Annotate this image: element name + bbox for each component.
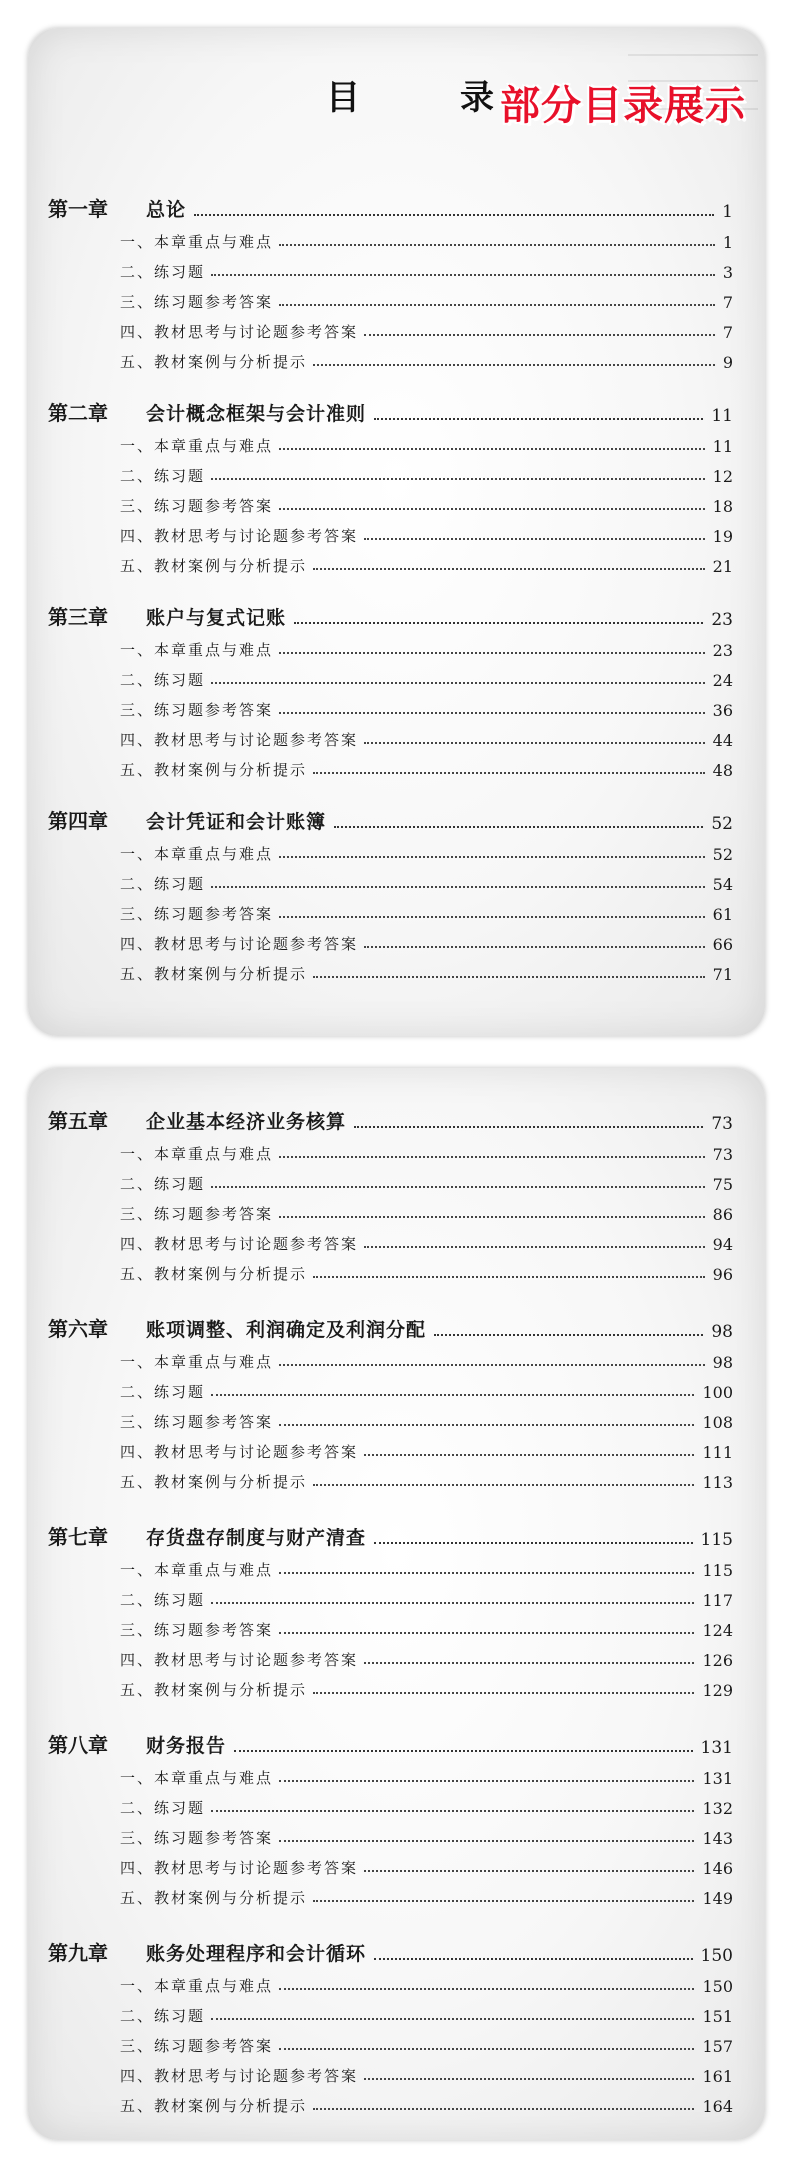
dot-leader xyxy=(279,652,705,654)
toc-list xyxy=(28,168,765,984)
section-entry xyxy=(28,1878,765,1908)
chapter-title: 账户与复式记账 xyxy=(146,607,287,629)
section-title: 一、本章重点与难点 xyxy=(120,1145,274,1163)
section-page: 94 xyxy=(712,1235,733,1254)
section-title: 三、练习题参考答案 xyxy=(120,701,274,719)
toc-page-1 xyxy=(28,28,765,1036)
section-entry xyxy=(28,222,765,252)
dot-leader xyxy=(334,826,703,828)
section-entry xyxy=(28,1640,765,1670)
section-title: 三、练习题参考答案 xyxy=(120,1829,274,1847)
section-title: 一、本章重点与难点 xyxy=(120,233,274,251)
section-page: 164 xyxy=(702,2097,733,2116)
dot-leader xyxy=(294,622,703,624)
chapter-page: 150 xyxy=(700,1946,733,1966)
section-page: 18 xyxy=(712,497,733,516)
dot-leader xyxy=(374,418,703,420)
section-page: 96 xyxy=(712,1265,733,1284)
section-title: 二、练习题 xyxy=(120,1383,206,1401)
section-entry xyxy=(28,1194,765,1224)
section-entry xyxy=(28,1580,765,1610)
chapter-entry xyxy=(28,1714,765,1758)
dot-leader xyxy=(313,1692,694,1694)
section-entry xyxy=(28,834,765,864)
chapter-page: 52 xyxy=(711,814,733,834)
show-through-line xyxy=(628,108,758,110)
section-entry xyxy=(28,1966,765,1996)
chapter-entry xyxy=(28,1090,765,1134)
dot-leader xyxy=(364,1870,694,1872)
section-page: 115 xyxy=(702,1561,733,1580)
chapter-entry xyxy=(28,1506,765,1550)
chapter-entry xyxy=(28,1298,765,1342)
section-page: 7 xyxy=(722,323,733,342)
section-page: 54 xyxy=(712,875,733,894)
dot-leader xyxy=(364,538,705,540)
section-page: 24 xyxy=(712,671,733,690)
section-title: 五、教材案例与分析提示 xyxy=(120,1473,308,1491)
section-title: 一、本章重点与难点 xyxy=(120,845,274,863)
section-entry xyxy=(28,1254,765,1284)
section-page: 73 xyxy=(712,1145,733,1164)
section-page: 12 xyxy=(712,467,733,486)
section-entry xyxy=(28,1224,765,1254)
chapter-entry xyxy=(28,586,765,630)
section-page: 23 xyxy=(712,641,733,660)
section-entry xyxy=(28,660,765,690)
section-title: 三、练习题参考答案 xyxy=(120,2037,274,2055)
section-entry xyxy=(28,342,765,372)
section-title: 一、本章重点与难点 xyxy=(120,1353,274,1371)
dot-leader xyxy=(211,2018,694,2020)
section-title: 一、本章重点与难点 xyxy=(120,1769,274,1787)
section-page: 3 xyxy=(722,263,733,282)
section-page: 157 xyxy=(702,2037,733,2056)
chapter-page: 98 xyxy=(711,1322,733,1342)
section-entry xyxy=(28,690,765,720)
section-entry xyxy=(28,1610,765,1640)
section-title: 三、练习题参考答案 xyxy=(120,1205,274,1223)
dot-leader xyxy=(211,478,705,480)
chapter-title: 会计凭证和会计账簿 xyxy=(146,811,327,833)
section-entry xyxy=(28,750,765,780)
section-title: 四、教材思考与讨论题参考答案 xyxy=(120,935,359,953)
chapter-title: 财务报告 xyxy=(146,1735,227,1757)
section-title: 五、教材案例与分析提示 xyxy=(120,1681,308,1699)
section-page: 48 xyxy=(712,761,733,780)
dot-leader xyxy=(354,1126,703,1128)
chapter-number: 第二章 xyxy=(48,401,108,425)
section-page: 108 xyxy=(702,1413,733,1432)
dot-leader xyxy=(364,1662,694,1664)
toc-list xyxy=(28,1076,765,2116)
section-entry xyxy=(28,1372,765,1402)
section-page: 132 xyxy=(702,1799,733,1818)
chapter-title: 总论 xyxy=(146,199,187,221)
dot-leader xyxy=(364,2078,694,2080)
section-entry xyxy=(28,630,765,660)
dot-leader xyxy=(279,1780,694,1782)
dot-leader xyxy=(234,1750,693,1752)
section-title: 二、练习题 xyxy=(120,671,206,689)
section-entry xyxy=(28,1550,765,1580)
chapter-number: 第五章 xyxy=(48,1109,108,1133)
section-title: 二、练习题 xyxy=(120,1175,206,1193)
chapter-number: 第四章 xyxy=(48,809,108,833)
dot-leader xyxy=(364,1454,694,1456)
dot-leader xyxy=(313,364,715,366)
dot-leader xyxy=(364,1246,705,1248)
section-page: 126 xyxy=(702,1651,733,1670)
section-title: 二、练习题 xyxy=(120,1799,206,1817)
chapter-number: 第六章 xyxy=(48,1317,108,1341)
section-entry xyxy=(28,456,765,486)
section-entry xyxy=(28,1996,765,2026)
section-page: 71 xyxy=(712,965,733,984)
dot-leader xyxy=(313,1900,694,1902)
dot-leader xyxy=(279,1364,705,1366)
partial-toc-banner: 部分目录展示 xyxy=(500,83,746,129)
section-page: 1 xyxy=(722,233,733,252)
section-page: 146 xyxy=(702,1859,733,1878)
dot-leader xyxy=(279,1840,694,1842)
dot-leader xyxy=(211,274,715,276)
section-page: 61 xyxy=(712,905,733,924)
dot-leader xyxy=(211,1810,694,1812)
dot-leader xyxy=(279,1424,694,1426)
section-page: 9 xyxy=(722,353,733,372)
chapter-entry xyxy=(28,382,765,426)
section-entry xyxy=(28,426,765,456)
chapter-page: 115 xyxy=(700,1530,733,1550)
dot-leader xyxy=(364,946,705,948)
chapter-number: 第七章 xyxy=(48,1525,108,1549)
chapter-page: 11 xyxy=(711,406,733,426)
section-entry xyxy=(28,2086,765,2116)
dot-leader xyxy=(279,1572,694,1574)
dot-leader xyxy=(364,742,705,744)
section-page: 86 xyxy=(712,1205,733,1224)
section-title: 五、教材案例与分析提示 xyxy=(120,965,308,983)
section-page: 111 xyxy=(702,1443,733,1462)
section-entry xyxy=(28,1134,765,1164)
section-title: 一、本章重点与难点 xyxy=(120,437,274,455)
chapter-page: 23 xyxy=(711,610,733,630)
chapter-page: 1 xyxy=(722,202,733,222)
section-entry xyxy=(28,954,765,984)
section-title: 四、教材思考与讨论题参考答案 xyxy=(120,2067,359,2085)
dot-leader xyxy=(279,712,705,714)
section-title: 四、教材思考与讨论题参考答案 xyxy=(120,323,359,341)
section-title: 三、练习题参考答案 xyxy=(120,293,274,311)
dot-leader xyxy=(279,2048,694,2050)
section-page: 75 xyxy=(712,1175,733,1194)
section-page: 113 xyxy=(702,1473,733,1492)
dot-leader xyxy=(279,304,715,306)
dot-leader xyxy=(374,1542,693,1544)
section-title: 三、练习题参考答案 xyxy=(120,905,274,923)
section-entry xyxy=(28,1818,765,1848)
section-entry xyxy=(28,252,765,282)
section-title: 四、教材思考与讨论题参考答案 xyxy=(120,1443,359,1461)
dot-leader xyxy=(211,1602,694,1604)
dot-leader xyxy=(211,1186,705,1188)
section-page: 161 xyxy=(702,2067,733,2086)
section-page: 36 xyxy=(712,701,733,720)
section-title: 三、练习题参考答案 xyxy=(120,497,274,515)
section-entry xyxy=(28,1432,765,1462)
section-entry xyxy=(28,1758,765,1788)
chapter-title: 存货盘存制度与财产清查 xyxy=(146,1527,367,1549)
section-page: 7 xyxy=(722,293,733,312)
section-page: 131 xyxy=(702,1769,733,1788)
section-title: 二、练习题 xyxy=(120,875,206,893)
section-title: 一、本章重点与难点 xyxy=(120,641,274,659)
section-title: 二、练习题 xyxy=(120,263,206,281)
section-title: 五、教材案例与分析提示 xyxy=(120,2097,308,2115)
show-through-line xyxy=(628,54,758,56)
section-title: 四、教材思考与讨论题参考答案 xyxy=(120,1651,359,1669)
section-title: 四、教材思考与讨论题参考答案 xyxy=(120,1235,359,1253)
section-page: 21 xyxy=(712,557,733,576)
section-title: 五、教材案例与分析提示 xyxy=(120,1889,308,1907)
section-entry xyxy=(28,864,765,894)
section-entry xyxy=(28,2026,765,2056)
section-page: 100 xyxy=(702,1383,733,1402)
dot-leader xyxy=(434,1334,703,1336)
dot-leader xyxy=(313,976,705,978)
dot-leader xyxy=(313,2108,694,2110)
chapter-entry xyxy=(28,790,765,834)
section-entry xyxy=(28,2056,765,2086)
dot-leader xyxy=(374,1958,693,1960)
chapter-number: 第八章 xyxy=(48,1733,108,1757)
section-title: 五、教材案例与分析提示 xyxy=(120,761,308,779)
chapter-page: 131 xyxy=(700,1738,733,1758)
section-page: 52 xyxy=(712,845,733,864)
chapter-title: 会计概念框架与会计准则 xyxy=(146,403,367,425)
dot-leader xyxy=(313,1484,694,1486)
chapter-number: 第一章 xyxy=(48,197,108,221)
section-title: 三、练习题参考答案 xyxy=(120,1413,274,1431)
section-entry xyxy=(28,1670,765,1700)
dot-leader xyxy=(279,448,705,450)
section-title: 一、本章重点与难点 xyxy=(120,1561,274,1579)
section-entry xyxy=(28,894,765,924)
section-entry xyxy=(28,312,765,342)
dot-leader xyxy=(211,1394,694,1396)
chapter-entry xyxy=(28,1922,765,1966)
chapter-page: 73 xyxy=(711,1114,733,1134)
section-page: 143 xyxy=(702,1829,733,1848)
section-title: 五、教材案例与分析提示 xyxy=(120,353,308,371)
dot-leader xyxy=(279,1156,705,1158)
dot-leader xyxy=(279,244,715,246)
chapter-number: 第三章 xyxy=(48,605,108,629)
section-entry xyxy=(28,1848,765,1878)
section-entry xyxy=(28,1164,765,1194)
section-entry xyxy=(28,720,765,750)
section-page: 117 xyxy=(702,1591,733,1610)
section-title: 二、练习题 xyxy=(120,1591,206,1609)
dot-leader xyxy=(279,856,705,858)
section-page: 98 xyxy=(712,1353,733,1372)
section-page: 149 xyxy=(702,1889,733,1908)
section-entry xyxy=(28,1462,765,1492)
chapter-title: 账项调整、利润确定及利润分配 xyxy=(146,1319,427,1341)
section-title: 四、教材思考与讨论题参考答案 xyxy=(120,1859,359,1877)
section-page: 66 xyxy=(712,935,733,954)
section-entry xyxy=(28,1402,765,1432)
dot-leader xyxy=(313,568,705,570)
dot-leader xyxy=(279,1632,694,1634)
dot-leader xyxy=(313,1276,705,1278)
section-page: 129 xyxy=(702,1681,733,1700)
section-entry xyxy=(28,282,765,312)
section-page: 11 xyxy=(712,437,733,456)
section-page: 19 xyxy=(712,527,733,546)
dot-leader xyxy=(211,682,705,684)
section-entry xyxy=(28,1342,765,1372)
toc-title-lu: 录 xyxy=(460,78,494,118)
dot-leader xyxy=(279,508,705,510)
toc-header xyxy=(28,58,765,128)
dot-leader xyxy=(279,1988,694,1990)
section-title: 二、练习题 xyxy=(120,467,206,485)
toc-title-mu: 目 xyxy=(326,78,360,118)
section-title: 五、教材案例与分析提示 xyxy=(120,1265,308,1283)
section-page: 151 xyxy=(702,2007,733,2026)
toc-page-2 xyxy=(28,1068,765,2140)
section-title: 三、练习题参考答案 xyxy=(120,1621,274,1639)
dot-leader xyxy=(313,772,705,774)
chapter-title: 账务处理程序和会计循环 xyxy=(146,1943,367,1965)
dot-leader xyxy=(364,334,715,336)
section-page: 124 xyxy=(702,1621,733,1640)
section-page: 44 xyxy=(712,731,733,750)
section-title: 二、练习题 xyxy=(120,2007,206,2025)
section-entry xyxy=(28,546,765,576)
section-title: 五、教材案例与分析提示 xyxy=(120,557,308,575)
section-entry xyxy=(28,516,765,546)
section-title: 四、教材思考与讨论题参考答案 xyxy=(120,731,359,749)
dot-leader xyxy=(194,214,714,216)
dot-leader xyxy=(279,916,705,918)
section-entry xyxy=(28,486,765,516)
show-through-line xyxy=(628,80,758,82)
section-entry xyxy=(28,924,765,954)
section-entry xyxy=(28,1788,765,1818)
chapter-title: 企业基本经济业务核算 xyxy=(146,1111,347,1133)
chapter-entry xyxy=(28,178,765,222)
section-title: 一、本章重点与难点 xyxy=(120,1977,274,1995)
section-page: 150 xyxy=(702,1977,733,1996)
section-title: 四、教材思考与讨论题参考答案 xyxy=(120,527,359,545)
dot-leader xyxy=(279,1216,705,1218)
dot-leader xyxy=(211,886,705,888)
chapter-number: 第九章 xyxy=(48,1941,108,1965)
